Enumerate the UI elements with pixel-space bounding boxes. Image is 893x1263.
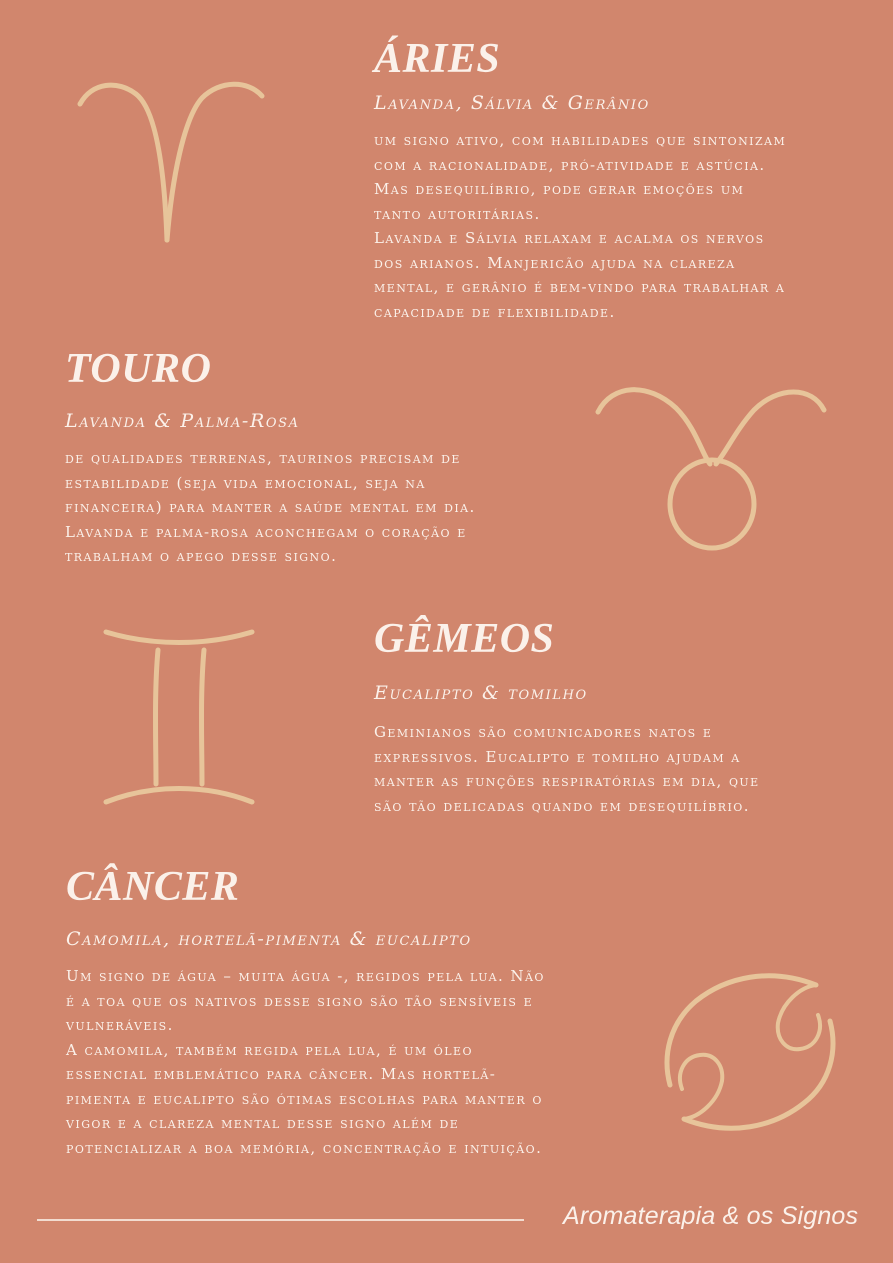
cancer-title: CÂNCER <box>66 864 240 910</box>
footer-title: Aromaterapia & os Signos <box>563 1202 859 1230</box>
cancer-description: Um signo de água – muita água -, regidos pela lua. Não é a toa que os nativos desse signo são tão sensíveis e vulneráveis. A camomila, também regida pela lua, é um óleo essencial emblemático para câncer. Mas hortelã- pimenta e eucalipto são ótimas escolhas para manter o vigor e a clareza mental desse signo além de potencializar a boa memória, concentração e intuição. <box>66 967 545 1157</box>
aries-subtitle: Lavanda, Sálvia & Gerânio <box>374 92 650 114</box>
footer-divider <box>37 1219 524 1221</box>
gemini-description: Geminianos são comunicadores natos e expressivos. Eucalipto e tomilho ajudam a manter as funções respiratórias em dia, que são tão delicadas quando em desequilíbrio. <box>374 723 760 815</box>
taurus-description: de qualidades terrenas, taurinos precisam de estabilidade (seja vida emocional, seja na financeira) para manter a saúde mental em dia. Lavanda e palma-rosa aconchegam o coração e trabalham o apego desse signo. <box>65 449 476 565</box>
gemini-title: GÊMEOS <box>374 616 555 662</box>
cancer-section <box>66 866 626 1160</box>
taurus-symbol-icon <box>592 380 832 560</box>
cancer-subtitle: Camomila, hortelã-pimenta & eucalipto <box>66 928 472 950</box>
aries-description: um signo ativo, com habilidades que sintonizam com a racionalidade, pró-atividade e astúcia. Mas desequilíbrio, pode gerar emoções um tanto autoritárias. Lavanda e Sálvia relaxam e acalma os nervos dos arianos. Manjericão ajuda na clareza mental, e gerânio é bem-vindo para trabalhar a capacidade de flexibilidade. <box>374 131 787 321</box>
taurus-subtitle: Lavanda & Palma-Rosa <box>65 410 300 432</box>
aries-section <box>374 38 874 324</box>
gemini-subtitle: Eucalipto & tomilho <box>374 682 588 704</box>
aries-symbol-icon <box>72 78 272 248</box>
gemini-symbol-icon <box>100 624 260 808</box>
aries-title: ÁRIES <box>374 36 501 82</box>
cancer-symbol-icon <box>660 965 840 1140</box>
gemini-section <box>374 618 874 818</box>
taurus-section <box>65 348 585 569</box>
taurus-title: TOURO <box>65 346 212 392</box>
